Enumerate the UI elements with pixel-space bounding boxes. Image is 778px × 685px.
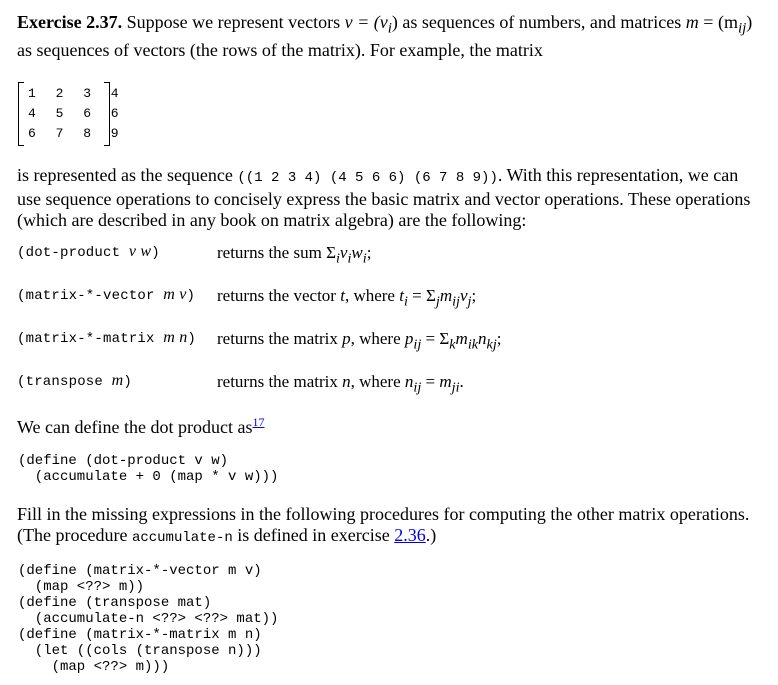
matrix-right-bracket [104,82,110,146]
matrix-left-bracket [18,82,24,146]
sequence-code: ((1 2 3 4) (4 5 6 6) (6 7 8 9)) [237,170,498,186]
exercise-intro: Exercise 2.37. Suppose we represent vectors $v = (v_i)$ as sequences of numbers, and matrices $m = (m_{ij})$ as sequences of vectors (the rows of the matrix). For example, the matrix [17,12,753,60]
exercise-label: Exercise 2.37. [17,12,123,32]
matrix-row: 1 2 3 4 [28,86,125,101]
dot-product-code: (define (dot-product v w) (accumulate + 0 (map * v w))) [18,453,279,485]
procedures-code: (define (matrix-*-vector m v) (map <??> m)) (define (transpose mat) (accumulate-n <??> <??> mat)) (define (matrix-*-matrix m n) (let ((cols (transpose n))) (map <??> m))) [18,563,279,675]
fill-in-paragraph: Fill in the missing expressions in the following procedures for computing the other matrix operations. (The procedure accumulate-n is defined in exercise 2.36.) [17,504,750,546]
matrix-row: 4 5 6 6 [28,106,125,121]
exercise-link[interactable]: 2.36 [394,525,426,545]
representation-paragraph: is represented as the sequence ((1 2 3 4) (4 5 6 6) (6 7 8 9)). With this representation, we can use sequence operations to concisely express the basic matrix and vector operations. These operations (which are described in any book on matrix algebra) are the following: [17,165,751,230]
matrix-row: 6 7 8 9 [28,126,125,141]
dot-product-intro: We can define the dot product as$^{17}$ [17,415,265,437]
footnote-link[interactable]: 17 [252,415,265,429]
example-matrix [18,82,125,144]
